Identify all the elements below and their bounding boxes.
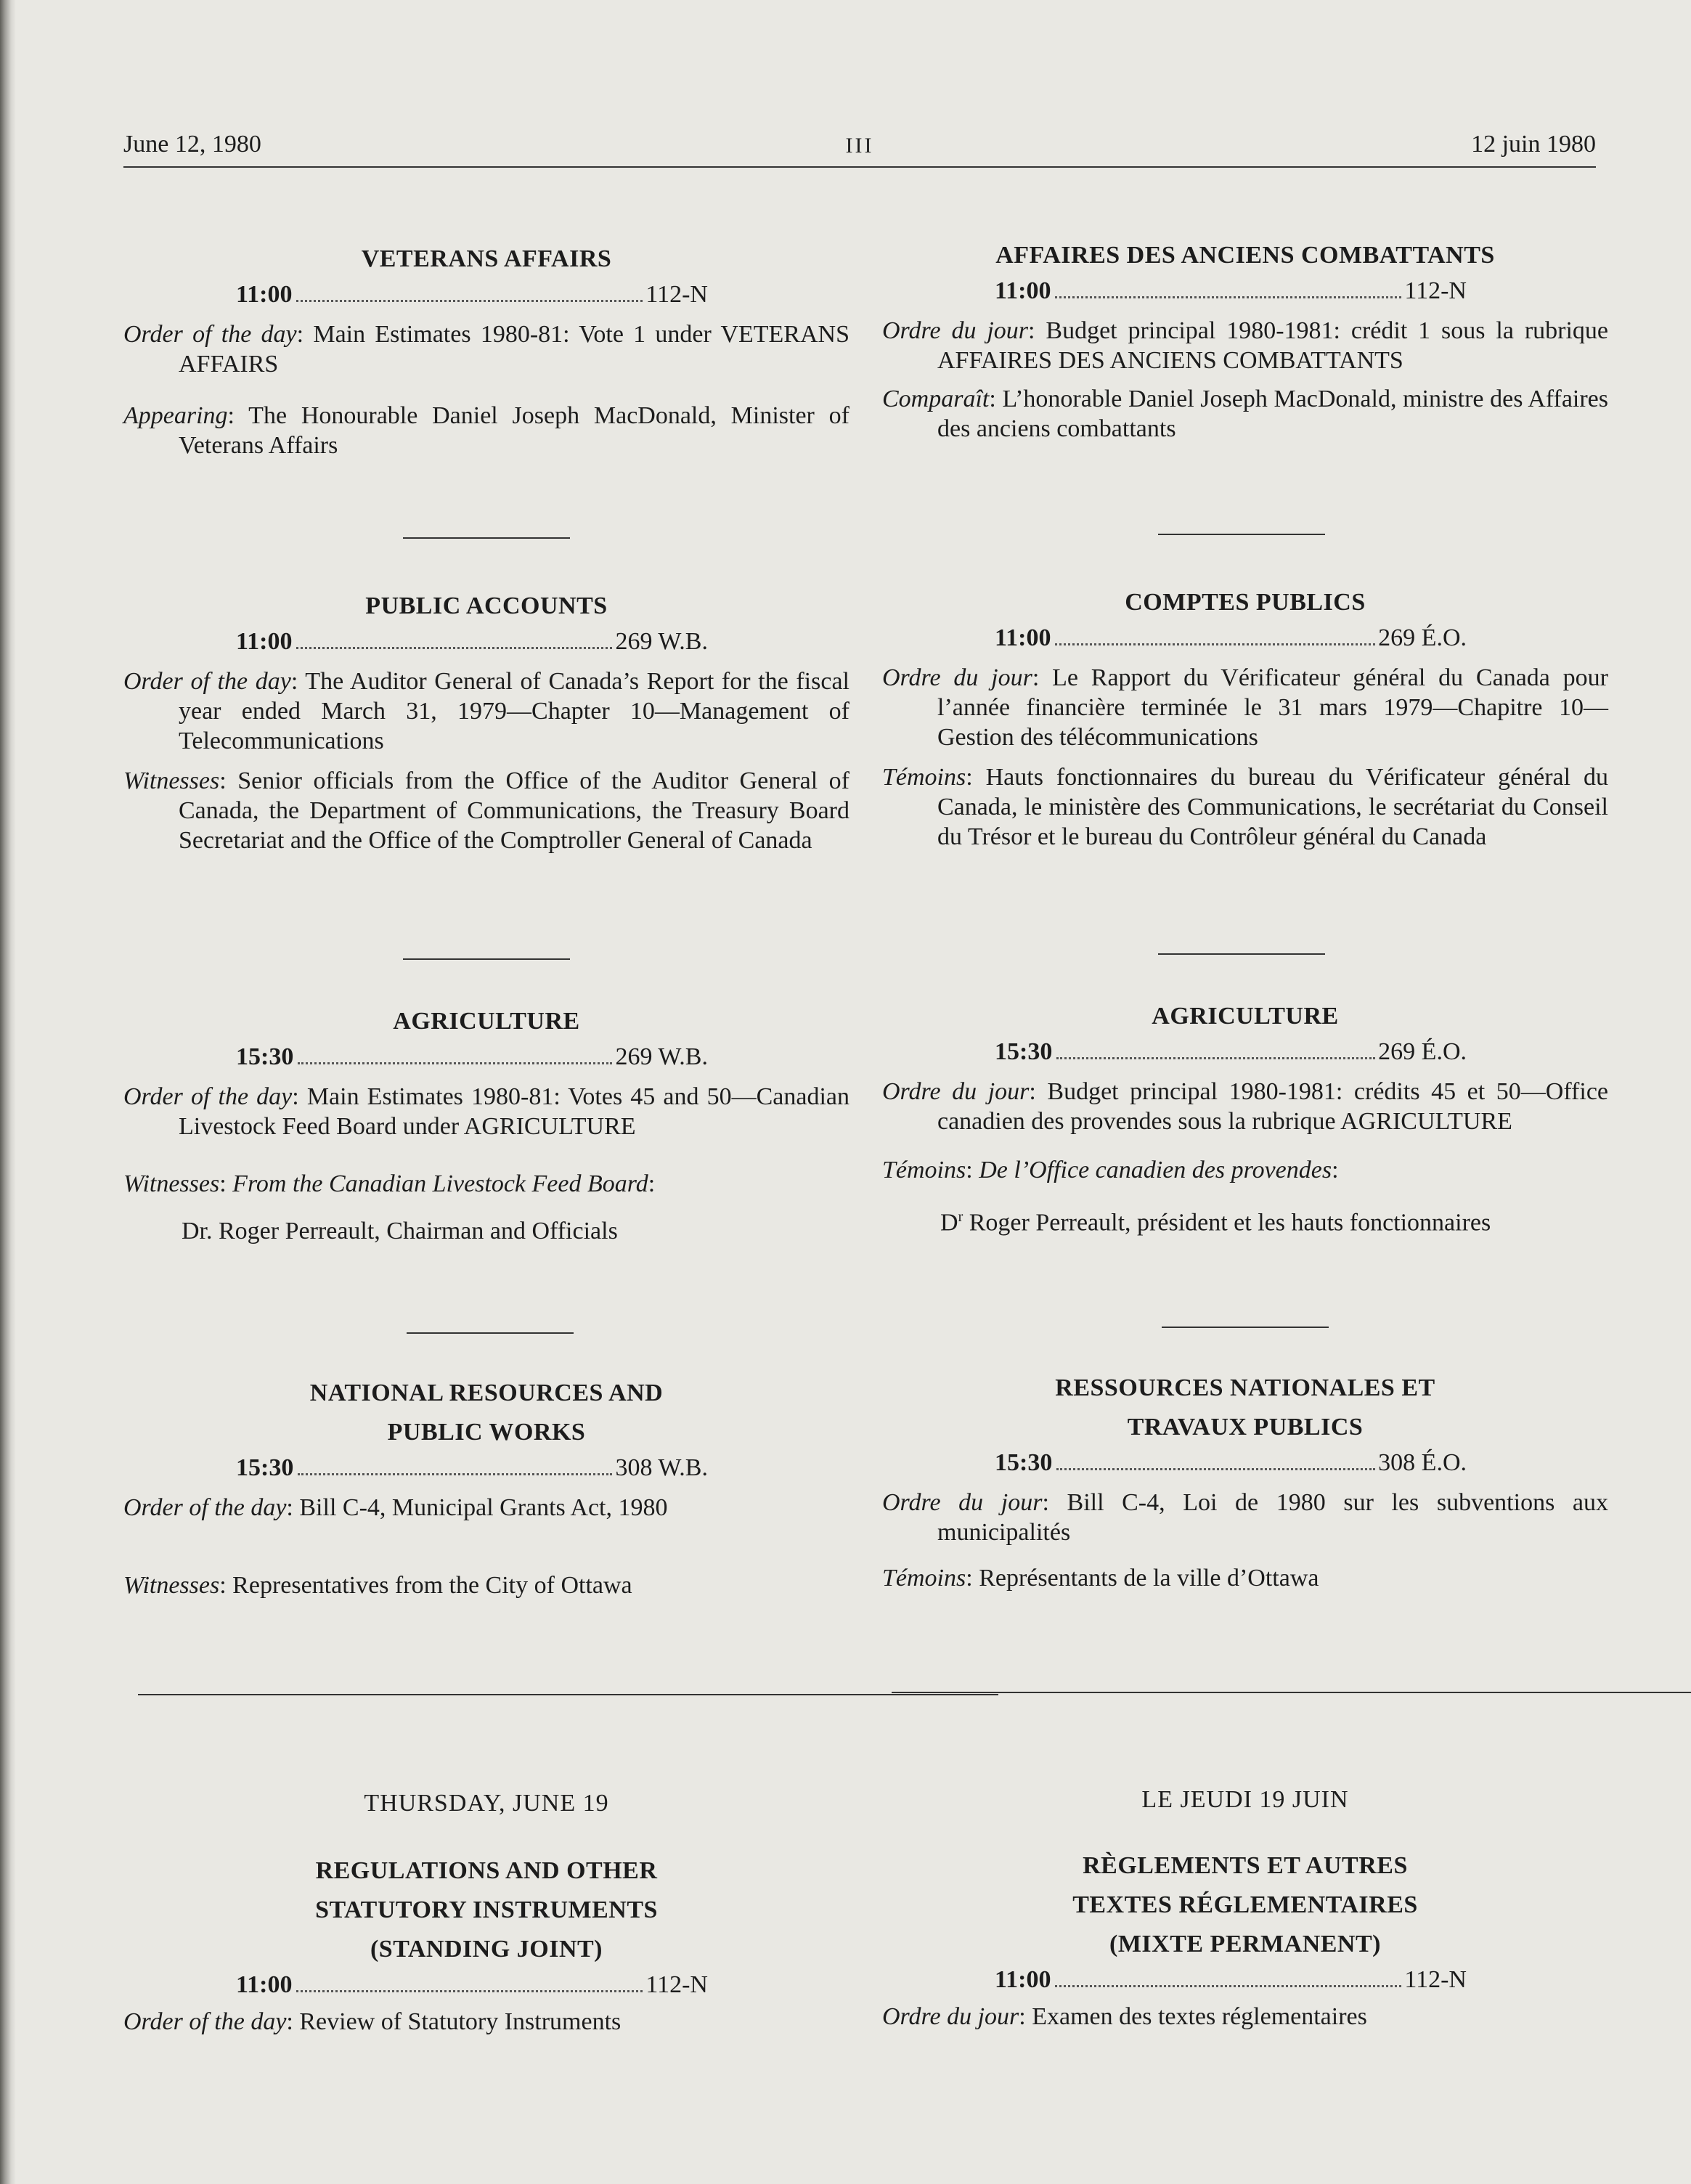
time-room-line [995, 1036, 1467, 1068]
english-column-rule [138, 1694, 998, 1695]
committee-title: AGRICULTURE [1152, 1003, 1339, 1030]
entry-label: Order of the day [123, 1083, 293, 1110]
meeting-time: 11:00 [236, 628, 293, 655]
entry-label: Ordre du jour [882, 317, 1029, 344]
committee-title: (STANDING JOINT) [370, 1936, 603, 1963]
meeting-room: 112-N [1404, 277, 1467, 304]
meeting-time: 15:30 [236, 1043, 294, 1070]
ordre-du-jour: Ordre du jour: Budget principal 1980-1981: crédit 1 sous la rubrique AFFAIRES DES ANCIENS COMBATTANTS [882, 317, 1609, 374]
leader-dots [296, 1971, 643, 1992]
committee-title: PUBLIC ACCOUNTS [365, 592, 608, 619]
order-of-the-day: Order of the day: Bill C-4, Municipal Grants Act, 1980 [123, 1494, 668, 1521]
entry-label: Witnesses [123, 1572, 220, 1599]
leader-dots [1056, 1449, 1375, 1470]
entry-text: Representatives from the City of Ottawa [232, 1572, 632, 1599]
entry-label: Ordre du jour [882, 2003, 1019, 2030]
time-room-line [995, 1964, 1467, 1996]
time-room-line [236, 1041, 708, 1073]
entry-text: L’honorable Daniel Joseph MacDonald, ministre des Affaires des anciens combattants [937, 386, 1609, 442]
meeting-agriculture-fr [882, 997, 1608, 1237]
time-room-line [995, 1447, 1467, 1479]
section-separator [1158, 534, 1325, 535]
committee-title: VETERANS AFFAIRS [361, 245, 612, 272]
entry-text: De l’Office canadien des provendes [979, 1157, 1332, 1183]
meeting-room: 269 W.B. [615, 1043, 708, 1070]
comparait: Comparaît: L’honorable Daniel Joseph MacDonald, ministre des Affaires des anciens combattants [882, 386, 1609, 442]
committee-title: COMPTES PUBLICS [1125, 589, 1366, 616]
entry-text: Bill C-4, Loi de 1980 sur les subventions aux municipalités [937, 1489, 1608, 1546]
meeting-time: 11:00 [995, 277, 1051, 304]
meeting-room: 269 W.B. [615, 628, 708, 655]
committee-title: (MIXTE PERMANENT) [1109, 1931, 1381, 1957]
entry-label: Ordre du jour [882, 1489, 1043, 1516]
meeting-public-accounts [123, 587, 849, 855]
leader-dots [298, 1454, 612, 1475]
person-name: Roger Perreault, président et les hauts fonctionnaires [963, 1209, 1491, 1236]
entry-text: Main Estimates 1980-81: Vote 1 under VETERANS AFFAIRS [179, 321, 850, 378]
order-of-the-day: Order of the day: Review of Statutory Instruments [123, 2008, 622, 2035]
section-separator [1158, 953, 1325, 955]
committee-title: AGRICULTURE [393, 1008, 580, 1035]
entry-text: Budget principal 1980-1981: crédits 45 et 50—Office canadien des provendes sous la rubrique AGRICULTURE [937, 1078, 1608, 1135]
committee-title: REGULATIONS AND OTHER [315, 1857, 658, 1884]
witnesses: Witnesses: Representatives from the City of Ottawa [123, 1572, 632, 1599]
order-of-the-day: Order of the day: Main Estimates 1980-81: Votes 45 and 50—Canadian Livestock Feed Board under AGRICULTURE [123, 1083, 849, 1140]
entry-text: The Auditor General of Canada’s Report for the fiscal year ended March 31, 1979—Chapter 10—Management of Telecommunications [179, 668, 849, 754]
entry-label: Ordre du jour [882, 664, 1032, 691]
meeting-room: 112-N [645, 1971, 708, 1998]
committee-title: STATUTORY INSTRUMENTS [315, 1896, 658, 1923]
section-separator [407, 1332, 574, 1334]
section-separator [403, 537, 570, 539]
time-room-line [995, 622, 1467, 654]
meeting-comptes-publics [882, 583, 1608, 852]
entry-text: Représentants de la ville d’Ottawa [979, 1565, 1319, 1592]
day-heading: LE JEUDI 19 JUIN [1141, 1786, 1349, 1813]
witnesses: Witnesses: Senior officials from the Office of the Auditor General of Canada, the Department of Communications, the Treasury Board Secretariat and the Office of the Comptroller General of Canada [123, 767, 850, 854]
section-separator [1162, 1327, 1329, 1328]
day-heading: THURSDAY, JUNE 19 [364, 1790, 609, 1817]
meeting-time: 11:00 [995, 1966, 1051, 1993]
ordre-du-jour: Ordre du jour: Budget principal 1980-1981: crédits 45 et 50—Office canadien des provendes sous la rubrique AGRICULTURE [882, 1078, 1608, 1135]
header-date-en: June 12, 1980 [123, 131, 261, 158]
meeting-room: 308 W.B. [615, 1454, 708, 1481]
ordre-du-jour: Ordre du jour: Le Rapport du Vérificateur général du Canada pour l’année financière terminée le 31 mars 1979—Chapitre 10—Gestion des télécommunications [882, 664, 1608, 751]
leader-dots [296, 281, 643, 302]
meeting-time: 15:30 [236, 1454, 294, 1481]
time-room-line [995, 275, 1467, 307]
person-title-sup: r [958, 1209, 963, 1225]
meeting-agriculture [123, 1002, 849, 1246]
entry-label: Order of the day [123, 668, 291, 695]
meeting-time: 11:00 [236, 281, 293, 308]
meeting-veterans-affairs [123, 240, 849, 460]
entry-label: Witnesses [123, 767, 220, 794]
entry-label: Witnesses [123, 1170, 220, 1197]
order-of-the-day: Order of the day: Main Estimates 1980-81: Vote 1 under VETERANS AFFAIRS [123, 321, 850, 378]
ordre-du-jour: Ordre du jour: Examen des textes réglementaires [882, 2003, 1367, 2030]
time-room-line [236, 1452, 708, 1484]
entry-label: Témoins [882, 1157, 966, 1183]
meeting-room: 112-N [1404, 1966, 1467, 1993]
page-number: III [845, 134, 874, 158]
entry-text: Hauts fonctionnaires du bureau du Vérificateur général du Canada, le ministère des Communications, le secrétariat du Conseil du Trésor et le bureau du Contrôleur général du Canada [937, 764, 1608, 850]
time-room-line [236, 1969, 708, 2001]
committee-title: RÈGLEMENTS ET AUTRES [1083, 1852, 1408, 1879]
header-rule [123, 166, 1596, 168]
entry-text: Review of Statutory Instruments [299, 2008, 622, 2035]
entry-label: Ordre du jour [882, 1078, 1030, 1105]
meeting-time: 15:30 [995, 1449, 1053, 1476]
section-separator [403, 958, 570, 960]
leader-dots [1055, 624, 1375, 645]
header-date-fr: 12 juin 1980 [1471, 131, 1596, 158]
page-header [123, 131, 1596, 167]
meeting-national-resources [123, 1374, 849, 1600]
meeting-time: 11:00 [995, 624, 1051, 651]
meeting-time: 15:30 [995, 1038, 1053, 1065]
order-of-the-day: Order of the day: The Auditor General of Canada’s Report for the fiscal year ended March 31, 1979—Chapter 10—Management of Telecommunications [123, 668, 849, 754]
temoins: Témoins: Représentants de la ville d’Ottawa [882, 1565, 1319, 1592]
entry-label: Comparaît [882, 386, 990, 412]
appearing: Appearing: The Honourable Daniel Joseph MacDonald, Minister of Veterans Affairs [123, 402, 849, 459]
meeting-affaires-anciens-combattants [882, 236, 1608, 444]
time-room-line [236, 279, 708, 311]
leader-dots [298, 1043, 612, 1064]
entry-text: Examen des textes réglementaires [1032, 2003, 1367, 2030]
meeting-regulations [123, 1851, 849, 2037]
entry-text: Le Rapport du Vérificateur général du Canada pour l’année financière terminée le 31 mars 1979—Chapitre 10—Gestion des télécommunications [937, 664, 1608, 751]
meeting-time: 11:00 [236, 1971, 293, 1998]
entry-label: Order of the day [123, 321, 297, 348]
entry-text: Bill C-4, Municipal Grants Act, 1980 [299, 1494, 668, 1521]
committee-title: RESSOURCES NATIONALES ET [1055, 1374, 1435, 1401]
entry-label: Témoins [882, 1565, 966, 1592]
entry-text: From the Canadian Livestock Feed Board [232, 1170, 648, 1197]
entry-label: Appearing [123, 402, 228, 429]
committee-title: TRAVAUX PUBLICS [1127, 1414, 1364, 1441]
ordre-du-jour: Ordre du jour: Bill C-4, Loi de 1980 sur les subventions aux municipalités [882, 1489, 1608, 1546]
entry-label: Order of the day [123, 1494, 287, 1521]
leader-dots [1055, 277, 1401, 298]
meeting-room: 269 É.O. [1378, 624, 1467, 651]
leader-dots [1055, 1966, 1401, 1987]
french-column-rule [892, 1692, 1691, 1693]
meeting-ressources-nationales [882, 1369, 1608, 1593]
temoins: Témoins: De l’Office canadien des provendes: [882, 1157, 1339, 1183]
entry-text: Senior officials from the Office of the Auditor General of Canada, the Department of Communications, the Treasury Board Secretariat and the Office of the Comptroller General of Canada [179, 767, 850, 854]
time-room-line [236, 626, 708, 658]
witness-person: Dr. Roger Perreault, Chairman and Officials [182, 1218, 618, 1244]
committee-title: PUBLIC WORKS [387, 1419, 586, 1446]
book-spine-shadow [0, 0, 16, 2184]
committee-title: AFFAIRES DES ANCIENS COMBATTANTS [995, 242, 1495, 269]
leader-dots [1056, 1038, 1375, 1059]
witness-person [882, 1202, 1608, 1237]
meeting-room: 308 É.O. [1378, 1449, 1467, 1476]
temoins: Témoins: Hauts fonctionnaires du bureau du Vérificateur général du Canada, le ministère des Communications, le secrétariat du Conseil du Trésor et le bureau du Contrôleur général du Canada [882, 764, 1608, 850]
committee-title: TEXTES RÉGLEMENTAIRES [1072, 1891, 1418, 1918]
witnesses: Witnesses: From the Canadian Livestock Feed Board: [123, 1170, 656, 1197]
entry-label: Témoins [882, 764, 966, 791]
entry-text: The Honourable Daniel Joseph MacDonald, Minister of Veterans Affairs [179, 402, 849, 459]
meeting-reglements [882, 1846, 1608, 2032]
entry-text: Budget principal 1980-1981: crédit 1 sous la rubrique AFFAIRES DES ANCIENS COMBATTANTS [937, 317, 1609, 374]
entry-label: Order of the day [123, 2008, 287, 2035]
committee-title: NATIONAL RESOURCES AND [309, 1380, 664, 1406]
meeting-room: 112-N [645, 281, 708, 308]
meeting-room: 269 É.O. [1378, 1038, 1467, 1065]
person-title: D [940, 1209, 958, 1236]
leader-dots [296, 628, 612, 649]
entry-text: Main Estimates 1980-81: Votes 45 and 50—Canadian Livestock Feed Board under AGRICULTURE [179, 1083, 849, 1140]
